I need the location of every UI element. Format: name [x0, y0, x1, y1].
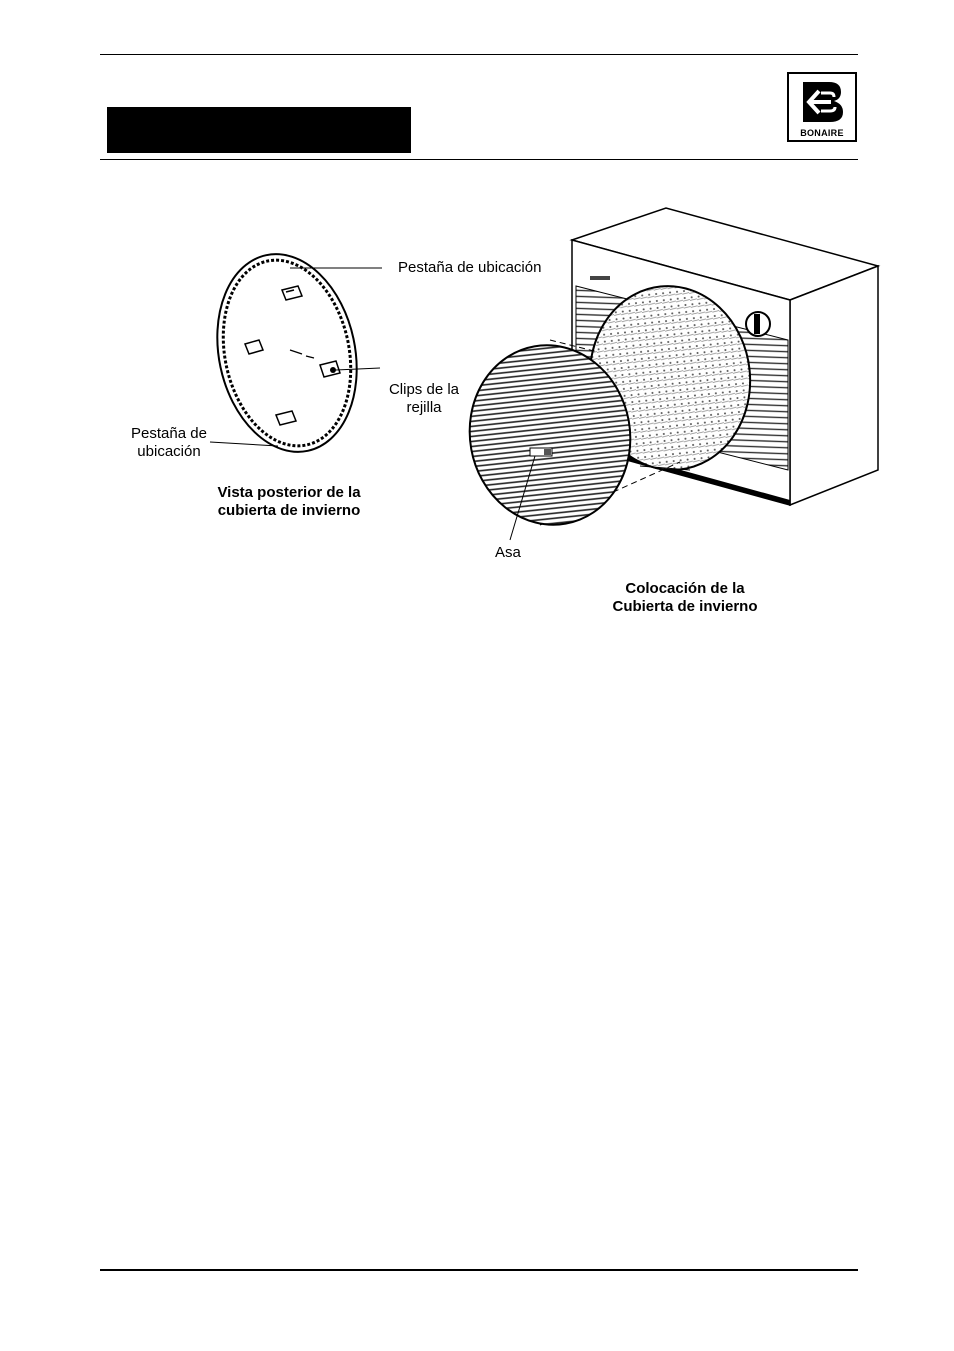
- winter-cover-figure: [110, 200, 890, 640]
- section-title-bar: [107, 107, 411, 153]
- caption-placement-line2: Cubierta de invierno: [612, 598, 758, 615]
- caption-rear-view: [194, 484, 384, 520]
- brand-name: BONAIRE: [800, 128, 844, 138]
- caption-rear-view-line1: Vista posterior de la: [217, 484, 361, 501]
- caption-rear-view-line2: cubierta de invierno: [217, 502, 361, 519]
- caption-placement-line1: Colocación de la: [625, 580, 745, 597]
- label-grille-clips-line1: Clips de la: [388, 381, 460, 398]
- bonaire-logo: [787, 72, 857, 142]
- label-locating-tab-top: Pestaña de ubicación: [398, 259, 542, 276]
- label-locating-tab-bottom-line1: Pestaña de: [131, 425, 207, 442]
- label-grille-clips-line2: rejilla: [406, 399, 442, 416]
- header-top-rule: [100, 54, 858, 55]
- footer-rule: [100, 1269, 858, 1271]
- label-locating-tab-bottom: [120, 425, 218, 461]
- label-handle: Asa: [495, 544, 521, 561]
- label-locating-tab-bottom-line2: ubicación: [137, 443, 201, 460]
- rear-view-cover: [200, 241, 382, 465]
- label-grille-clips: [380, 381, 468, 417]
- header-bottom-rule: [100, 159, 858, 160]
- arrow-left-in-b-icon: [797, 79, 847, 125]
- caption-placement: [590, 580, 780, 616]
